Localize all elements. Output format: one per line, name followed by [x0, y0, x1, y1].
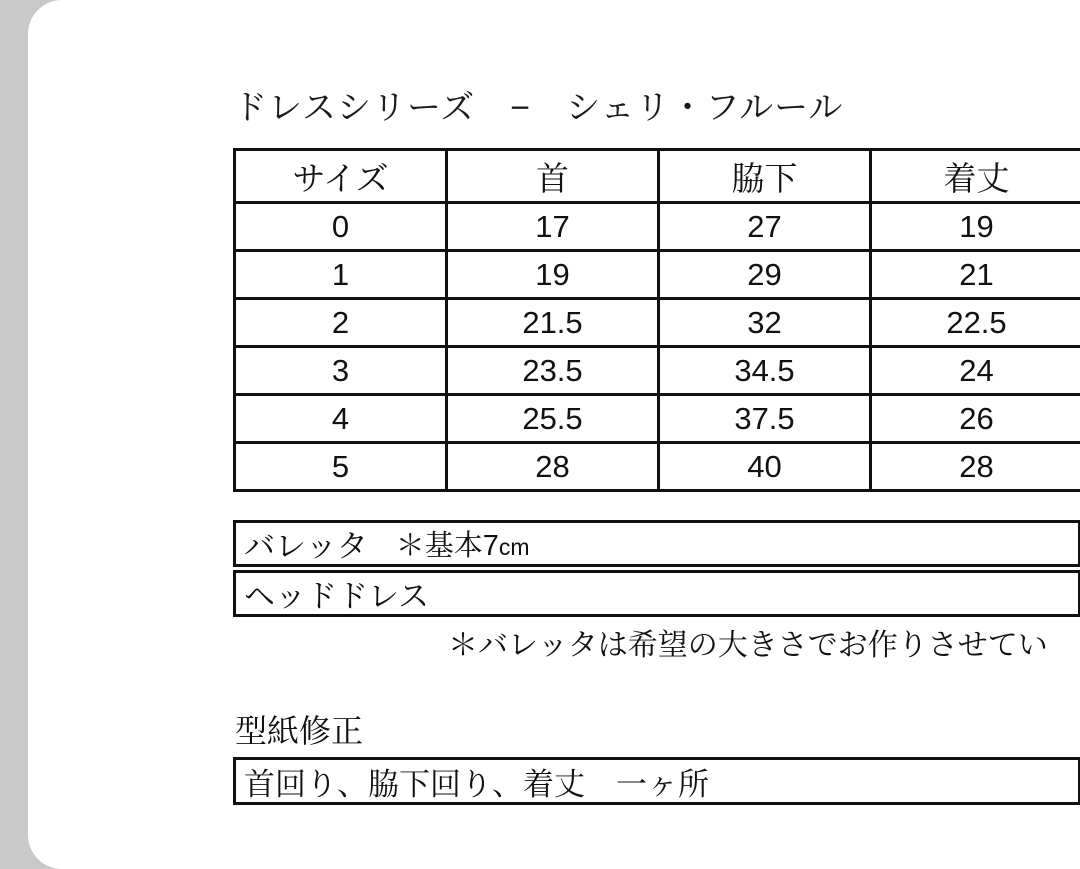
cell-length: 21: [871, 251, 1080, 299]
headdress-label: ヘッドドレス: [244, 579, 430, 614]
barrette-label: バレッタ: [244, 529, 368, 564]
pattern-correction-row: [233, 757, 1080, 805]
cell-length: 26: [871, 395, 1080, 443]
table-row: [235, 203, 1080, 251]
cell-underarm: 32: [659, 299, 871, 347]
size-chart-table: [233, 148, 1080, 492]
accessory-row-headdress: [233, 570, 1080, 617]
table-row: [235, 251, 1080, 299]
table-header-row: [235, 150, 1080, 203]
cell-length: 24: [871, 347, 1080, 395]
barrette-note: [368, 523, 530, 564]
table-row: [235, 443, 1080, 491]
barrette-note-text: ＊基本7: [395, 530, 499, 562]
accessory-row-barrette: [233, 520, 1080, 567]
column-header-underarm: 脇下: [659, 150, 871, 203]
cell-length: 22.5: [871, 299, 1080, 347]
table-row: [235, 347, 1080, 395]
cell-size: 2: [235, 299, 447, 347]
cell-length: 19: [871, 203, 1080, 251]
barrette-note-unit: cm: [498, 534, 530, 560]
cell-length: 28: [871, 443, 1080, 491]
cell-size: 0: [235, 203, 447, 251]
cell-neck: 19: [447, 251, 659, 299]
cell-underarm: 34.5: [659, 347, 871, 395]
cell-neck: 25.5: [447, 395, 659, 443]
table-row: [235, 395, 1080, 443]
document-content: [28, 0, 1080, 869]
cell-size: 4: [235, 395, 447, 443]
column-header-size: サイズ: [235, 150, 447, 203]
column-header-neck: 首: [447, 150, 659, 203]
cell-underarm: 40: [659, 443, 871, 491]
cell-neck: 28: [447, 443, 659, 491]
barrette-footnote: ＊バレッタは希望の大きさでお作りさせてい: [448, 629, 1048, 662]
cell-underarm: 27: [659, 203, 871, 251]
cell-size: 5: [235, 443, 447, 491]
document-sheet: [28, 0, 1080, 869]
cell-neck: 21.5: [447, 299, 659, 347]
pattern-correction-items: 首回り、脇下回り、着丈 一ヶ所: [244, 766, 709, 802]
pattern-correction-heading: 型紙修正: [235, 713, 364, 749]
cell-neck: 23.5: [447, 347, 659, 395]
cell-underarm: 37.5: [659, 395, 871, 443]
cell-size: 3: [235, 347, 447, 395]
page-title: ドレスシリーズ − シェリ・フルール: [233, 89, 844, 127]
cell-underarm: 29: [659, 251, 871, 299]
column-header-length: 着丈: [871, 150, 1080, 203]
table-row: [235, 299, 1080, 347]
cell-neck: 17: [447, 203, 659, 251]
cell-size: 1: [235, 251, 447, 299]
